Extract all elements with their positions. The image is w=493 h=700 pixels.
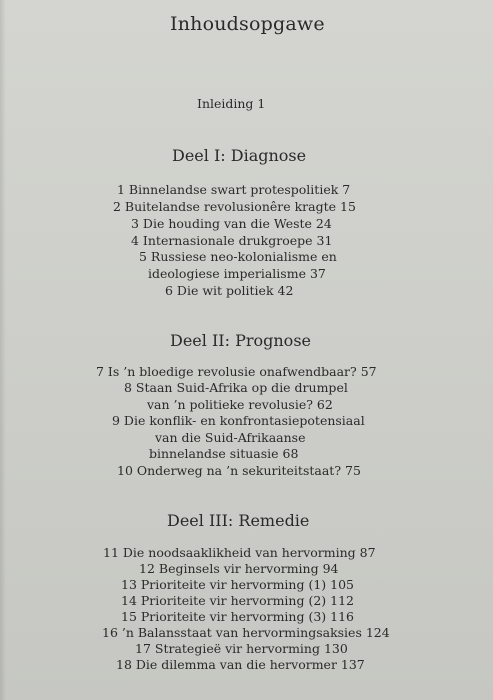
toc-entry: 13 Prioriteite vir hervorming (1) 105	[121, 577, 354, 592]
toc-entry: 14 Prioriteite vir hervorming (2) 112	[121, 593, 354, 608]
toc-entry: 15 Prioriteite vir hervorming (3) 116	[121, 609, 354, 624]
page-title: Inhoudsopgawe	[170, 13, 325, 35]
intro-entry: Inleiding 1	[197, 96, 266, 111]
toc-entry: 9 Die konflik- en konfrontasiepotensiaal	[112, 413, 365, 428]
toc-entry: 11 Die noodsaaklikheid van hervorming 87	[103, 545, 376, 560]
toc-entry: 18 Die dilemma van die hervormer 137	[116, 657, 365, 672]
toc-entry: 10 Onderweg na ’n sekuriteitstaat? 75	[117, 463, 361, 478]
page-edge-shadow	[0, 0, 6, 700]
toc-entry: 12 Beginsels vir hervorming 94	[139, 561, 339, 576]
part-1-heading: Deel I: Diagnose	[172, 146, 307, 165]
toc-entry: 5 Russiese neo-kolonialisme en	[139, 249, 337, 264]
toc-entry: 6 Die wit politiek 42	[165, 283, 294, 298]
part-3-heading: Deel III: Remedie	[167, 511, 310, 530]
part-2-heading: Deel II: Prognose	[170, 331, 311, 350]
toc-entry: 16 ’n Balansstaat van hervormingsaksies 124	[102, 625, 390, 640]
toc-entry-continuation: ideologiese imperialisme 37	[148, 266, 326, 281]
toc-entry: 2 Buitelandse revolusionêre kragte 15	[113, 199, 356, 214]
toc-entry: 3 Die houding van die Weste 24	[131, 216, 332, 231]
toc-entry: 4 Internasionale drukgroepe 31	[131, 233, 333, 248]
toc-entry: 8 Staan Suid-Afrika op die drumpel	[124, 380, 348, 395]
toc-entry: 7 Is ’n bloedige revolusie onafwendbaar? 57	[96, 364, 377, 379]
toc-entry-continuation: van die Suid-Afrikaanse	[155, 430, 306, 445]
toc-entry: 1 Binnelandse swart protespolitiek 7	[117, 182, 351, 197]
toc-entry-continuation: binnelandse situasie 68	[149, 446, 299, 461]
toc-entry-continuation: van ’n politieke revolusie? 62	[147, 397, 333, 412]
toc-entry: 17 Strategieë vir hervorming 130	[135, 641, 348, 656]
